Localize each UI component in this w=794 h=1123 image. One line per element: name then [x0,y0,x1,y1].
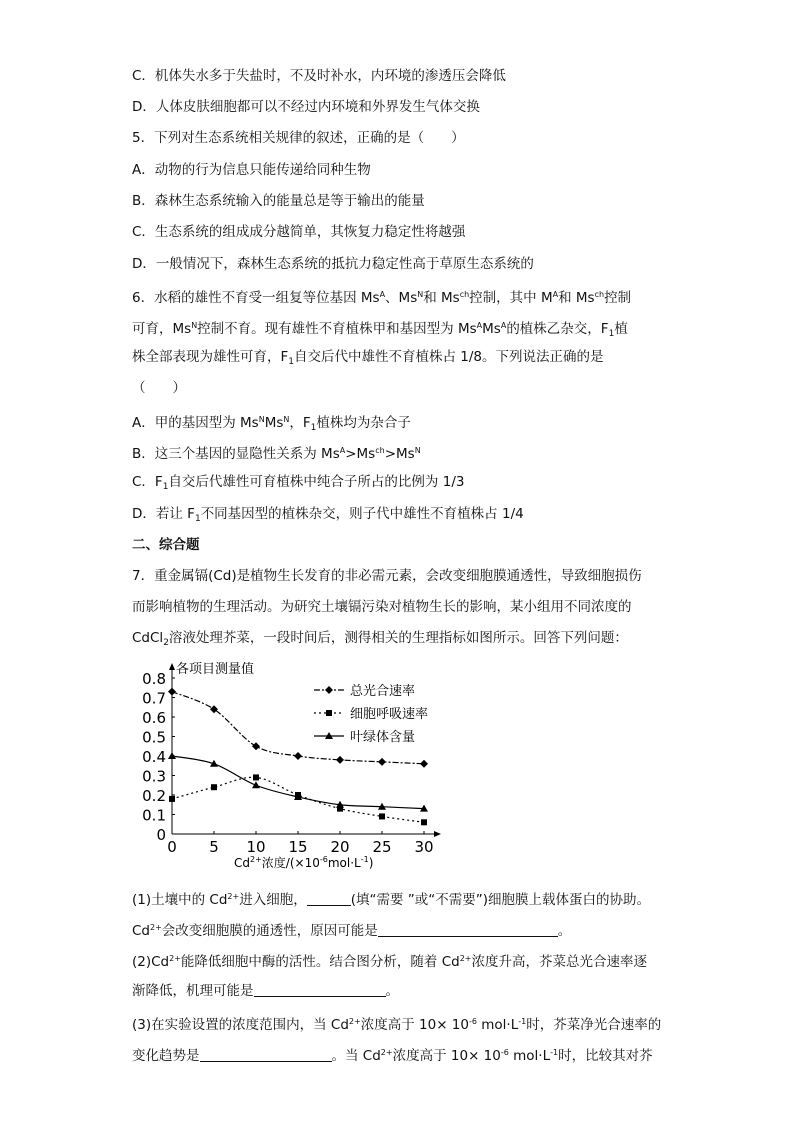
series-2-point [421,819,427,825]
q6-option-c: C．$F_1$自交后代雄性可育植株中纯合子所占的比例为 1/3 [132,474,465,492]
y-tick-label: 0.2 [142,787,166,805]
legend-marker-2 [326,710,332,716]
q7-part-1-line-2: $Cd^{2+}$会改变细胞膜的通透性，原因可能是 。 [132,923,572,939]
answer-blank[interactable] [378,922,558,937]
x-tick-label: 15 [288,838,308,856]
cd-effect-line-chart [132,658,462,880]
chart-legend [314,683,428,745]
q4-option-c: C．机体失水多于失盐时，不及时补水，内环境的渗透压会降低 [132,68,506,84]
series-2-point [211,784,217,790]
y-tick-label: 0.8 [142,670,166,688]
q5-option-a: A．动物的行为信息只能传递给同种生物 [132,162,371,178]
legend-label-2: 细胞呼吸速率 [350,707,429,722]
q7-part-2-line-2: 渐降低，机理可能是 。 [132,983,399,999]
series-1-point [336,756,344,764]
answer-blank[interactable] [200,1047,332,1062]
q6-option-b: B．这三个基因的显隐性关系为 $Ms^A>Ms^{ch}>Ms^N$ [132,446,421,462]
series-1-point [252,742,260,750]
x-tick-label: 5 [209,838,219,856]
series-3-point [252,781,260,788]
q6-answer-bracket: （ ） [132,380,186,396]
legend-marker-1 [325,686,333,694]
q6-stem-line-1: 6．水稻的雄性不育受一组复等位基因 $Ms^A$、$Ms^N$和 $Ms^{ch}$控制，其中 $M^A$和 $Ms^{ch}$控制 [132,290,632,306]
section-heading: 二、综合题 [132,537,200,553]
chart-x-label: $Cd^{2+}$浓度$/(\times 10^{-6}mol\cdot L^{-1})$ [234,855,374,870]
series-2-point [379,813,385,819]
x-tick-label: 25 [372,838,392,856]
series-1-point [378,758,386,766]
q7-part-1-line-1: (1)土壤中的 $Cd^{2+}$进入细胞， (填“需要 ”或“不需要”)细胞膜上载体蛋白的协助。 [132,892,651,908]
answer-blank[interactable] [307,891,351,906]
series-2-point [253,774,259,780]
q4-option-d: D．人体皮肤细胞都可以不经过内环境和外界发生气体交换 [132,99,480,115]
x-tick-label: 0 [167,838,177,856]
series-1-point [210,705,218,713]
q6-stem-line-3: 株全部表现为雄性可育，$F_1$自交后代中雄性不育植株占 1/8。下列说法正确的是 [132,349,604,367]
y-tick-label: 0.5 [142,728,166,747]
q6-stem-line-2: 可育，$Ms^N$控制不育。现有雄性不育植株甲和基因型为 $Ms^AMs^A$的植株乙杂交，$F_1$植 [132,321,628,339]
chart-y-label: 各项目测量值 [176,662,255,677]
y-tick-label: 0.7 [142,689,166,708]
q5-option-b: B．森林生态系统输入的能量总是等于输出的能量 [132,193,425,209]
series-1-point [294,752,302,760]
q5-option-d: D．一般情况下，森林生态系统的抵抗力稳定性高于草原生态系统的 [132,256,534,272]
x-tick-label: 30 [414,838,434,856]
x-tick-label: 10 [246,838,266,856]
q7-part-2-line-1: $(2)Cd^{2+}$能降低细胞中酶的活性。结合图分析，随着 $Cd^{2+}$浓度升高，芥菜总光合速率逐 [132,954,648,970]
q7-stem-line-1: 7．重金属镉(Cd)是植物生长发育的非必需元素，会改变细胞膜通透性，导致细胞损伤 [132,568,642,584]
legend-label-3: 叶绿体含量 [350,730,416,745]
q5-stem: 5．下列对生态系统相关规律的叙述，正确的是（ ） [132,130,465,146]
series-1-point [420,760,428,768]
q5-option-c: C．生态系统的组成成分越简单，其恢复力稳定性将越强 [132,224,466,240]
x-tick-label: 20 [330,838,350,856]
series-1-point [168,688,176,696]
answer-blank[interactable] [254,982,386,997]
y-tick-label: 0.6 [142,709,166,727]
y-tick-label: 0.4 [142,748,166,766]
q7-part-3-line-2: 变化趋势是 。当 $Cd^{2+}$浓度高于 $10\times 10^{-6}$ $mol\cdot L^{-1}$时，比较其对芥 [132,1048,653,1064]
q7-stem-line-2: 而影响植物的生理活动。为研究土壤镉污染对植物生长的影响，某小组用不同浓度的 [132,599,632,615]
y-axis-arrow [169,663,175,670]
y-tick-label: 0 [156,826,166,844]
x-axis-arrow [434,831,441,837]
series-2-point [169,796,175,802]
series-line-3 [172,756,424,809]
q7-stem-line-3: CdCl$_2$溶液处理芥菜，一段时间后，测得相关的生理指标如图所示。回答下列问题： [132,630,628,648]
q6-option-d: D．若让 $F_1$不同基因型的植株杂交，则子代中雄性不育植株占 1/4 [132,506,524,524]
q6-option-a: A．甲的基因型为 $Ms^NMs^N$，$F_1$植株均为杂合子 [132,415,411,433]
y-tick-label: 0.3 [142,767,166,786]
q7-part-3-line-1: (3)在实验设置的浓度范围内，当 $Cd^{2+}$浓度高于 $10\times 10^{-6}$ $mol\cdot L^{-1}$时，芥菜净光合速率的 [132,1017,662,1033]
legend-label-1: 总光合速率 [350,684,416,699]
y-tick-label: 0.1 [142,806,166,825]
